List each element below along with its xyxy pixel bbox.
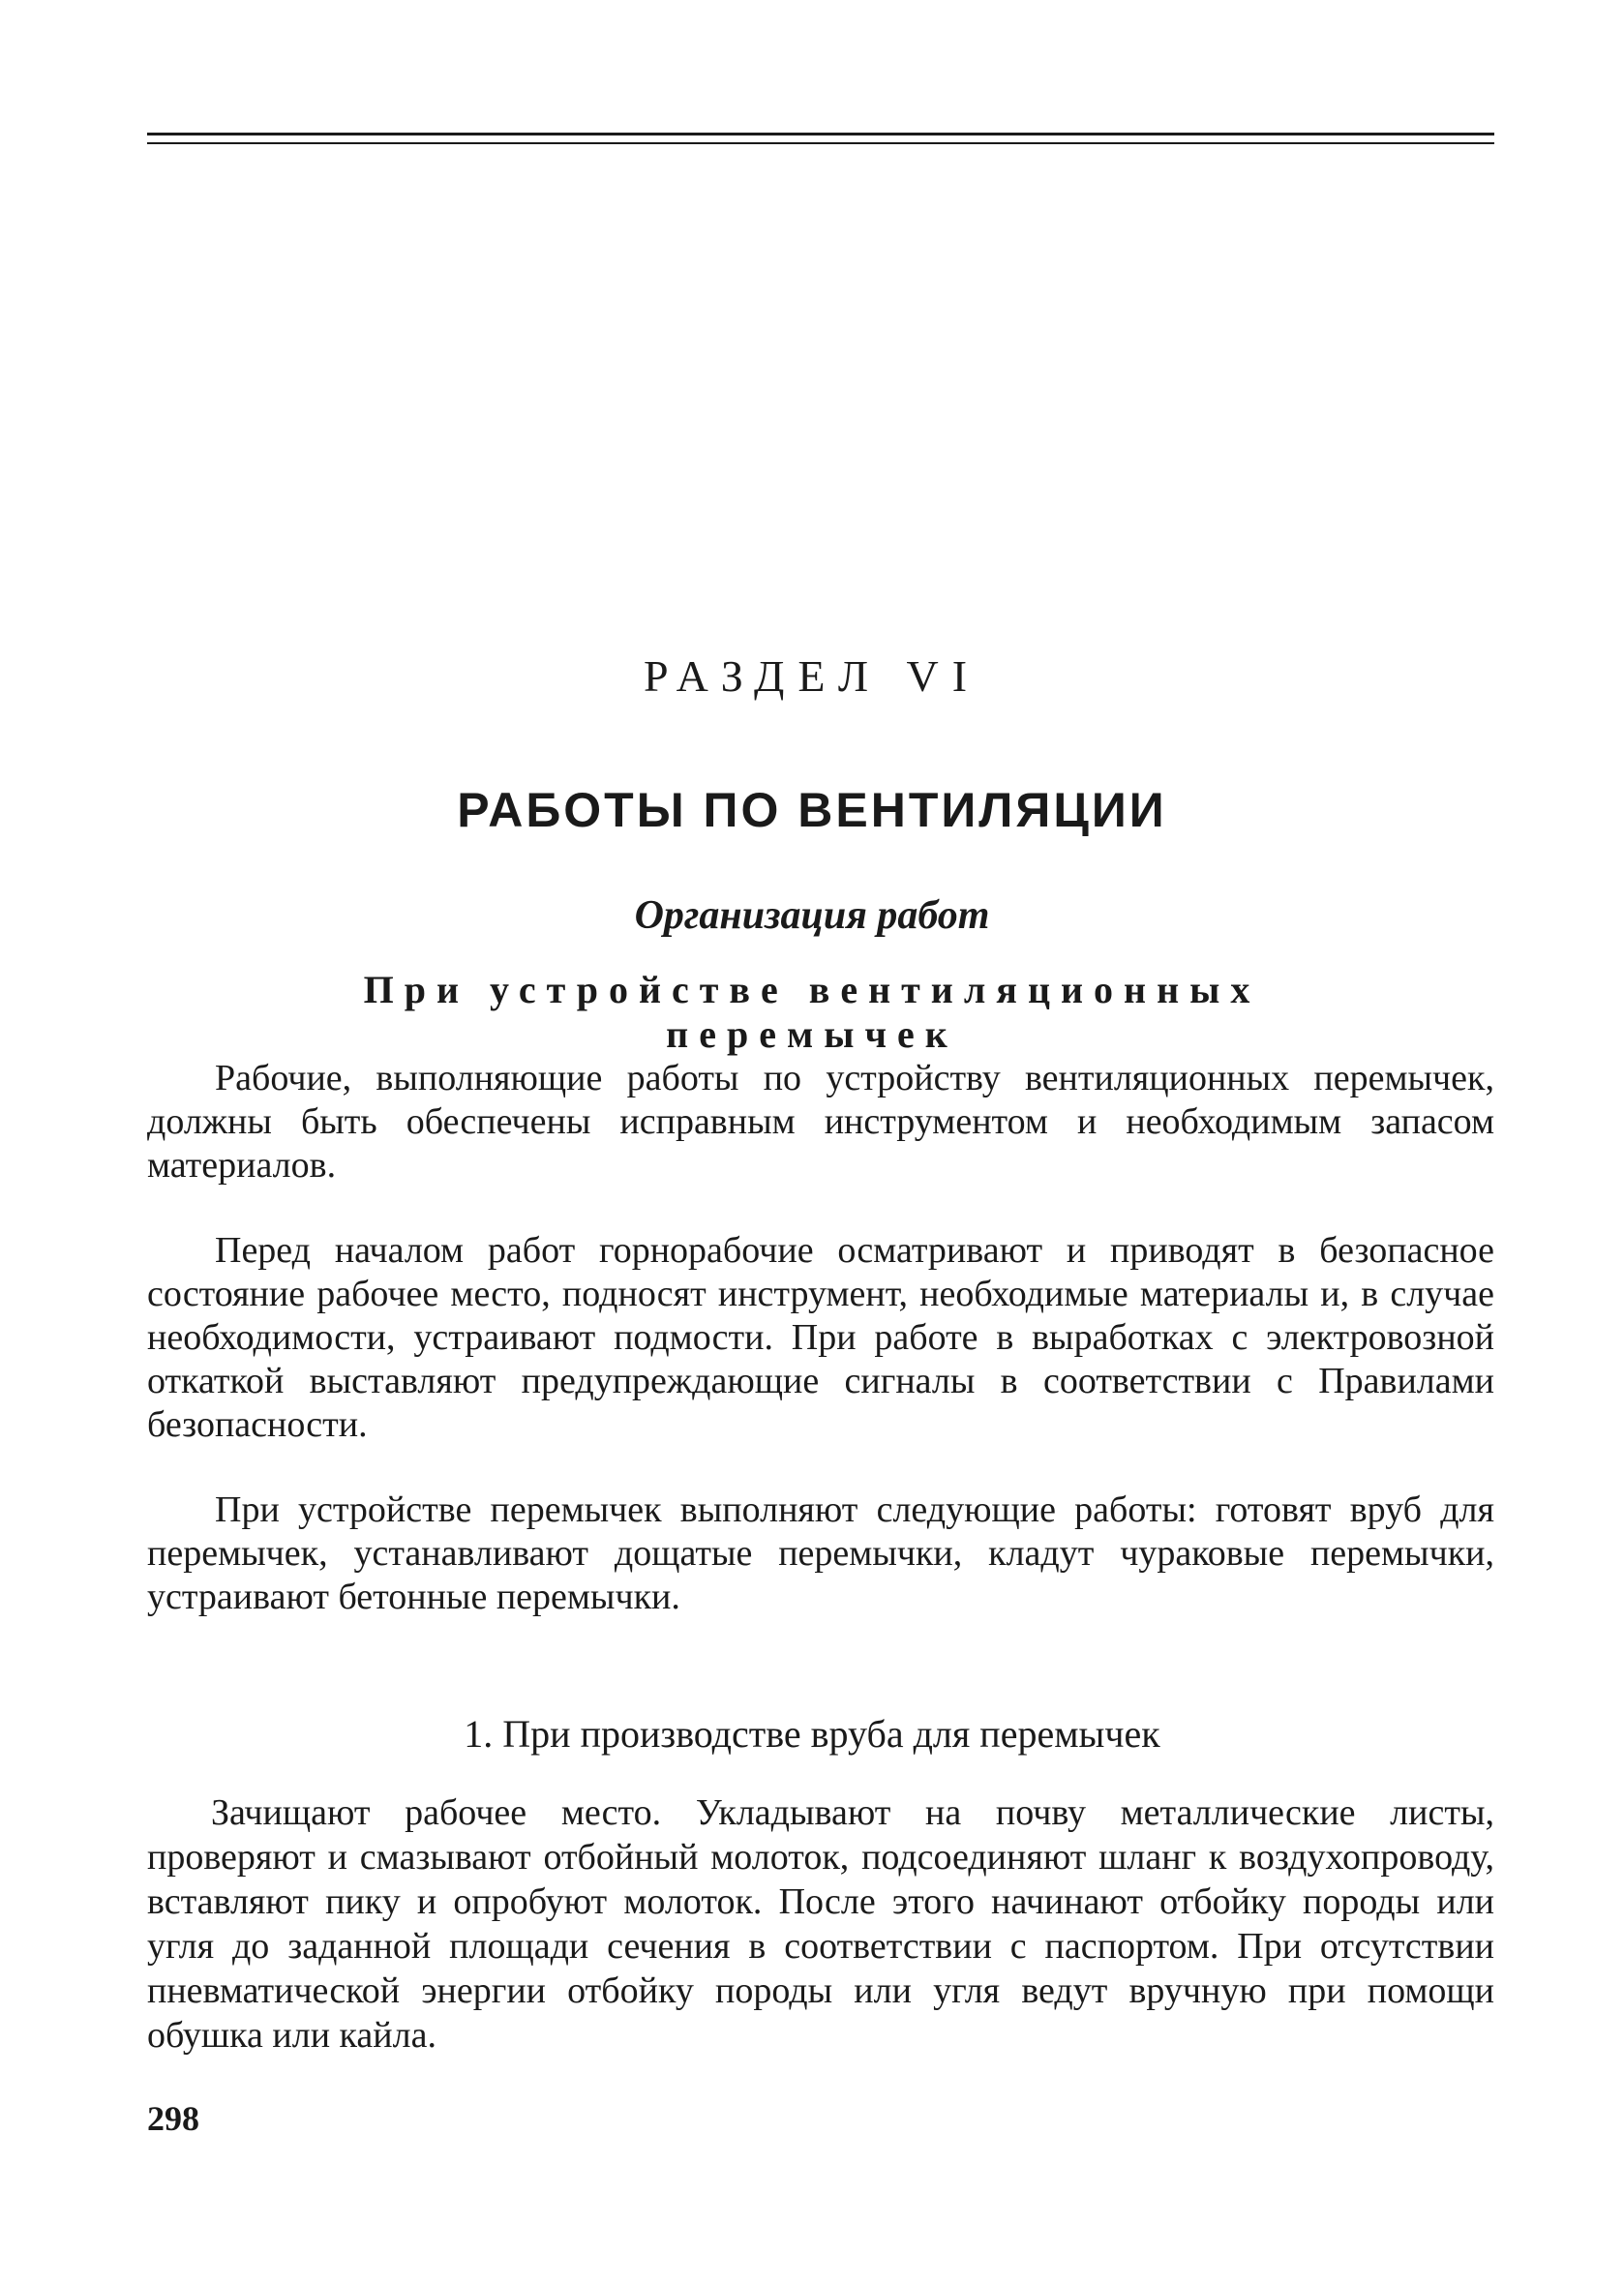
subheading-line-1: При устройстве вентиляционных <box>363 968 1261 1011</box>
header-rule-top <box>147 133 1494 135</box>
subheading-line-2: перемычек <box>666 1012 958 1056</box>
section-heading: 1. При производстве вруба для перемычек <box>464 1712 1160 1756</box>
paragraph-3: При устройстве перемычек выполняют следующие работы: готовят вруб для перемычек, устанавливают дощатые перемычки, кладут чураковые перемычки, устраивают бетонные перемычки. <box>147 1489 1494 1617</box>
subtitle: Организация работ <box>634 893 990 938</box>
page-number: 298 <box>147 2099 199 2138</box>
subheading <box>0 968 1624 1057</box>
section-label: РАЗДЕЛ VI <box>643 651 981 701</box>
header-rule-bottom <box>147 142 1494 144</box>
section-paragraph: Зачищают рабочее место. Укладывают на почву металлические листы, проверяют и смазывают отбойный молоток, подсоединяют шланг к воздухопроводу, вставляют пику и опробуют молоток. После этого начинают отбойку породы или угля до заданной площади сечения в соответствии с паспортом. При отсутствии пневматической энергии отбойку породы или угля ведут вручную при помощи обушка или кайла. <box>147 1792 1494 2056</box>
paragraph-1: Рабочие, выполняющие работы по устройству вентиляционных перемычек, должны быть обеспечены исправным инструментом и необходимым запасом материалов. <box>147 1058 1494 1186</box>
page-title: РАБОТЫ ПО ВЕНТИЛЯЦИИ <box>457 783 1167 837</box>
paragraph-2: Перед началом работ горнорабочие осматривают и приводят в безопасное состояние рабочее место, подносят инструмент, необходимые материалы и, в случае необходимости, устраивают подмости. При работе в выработках с электровозной откаткой выставляют предупреждающие сигналы в соответствии с Правилами безопасности. <box>147 1230 1494 1445</box>
